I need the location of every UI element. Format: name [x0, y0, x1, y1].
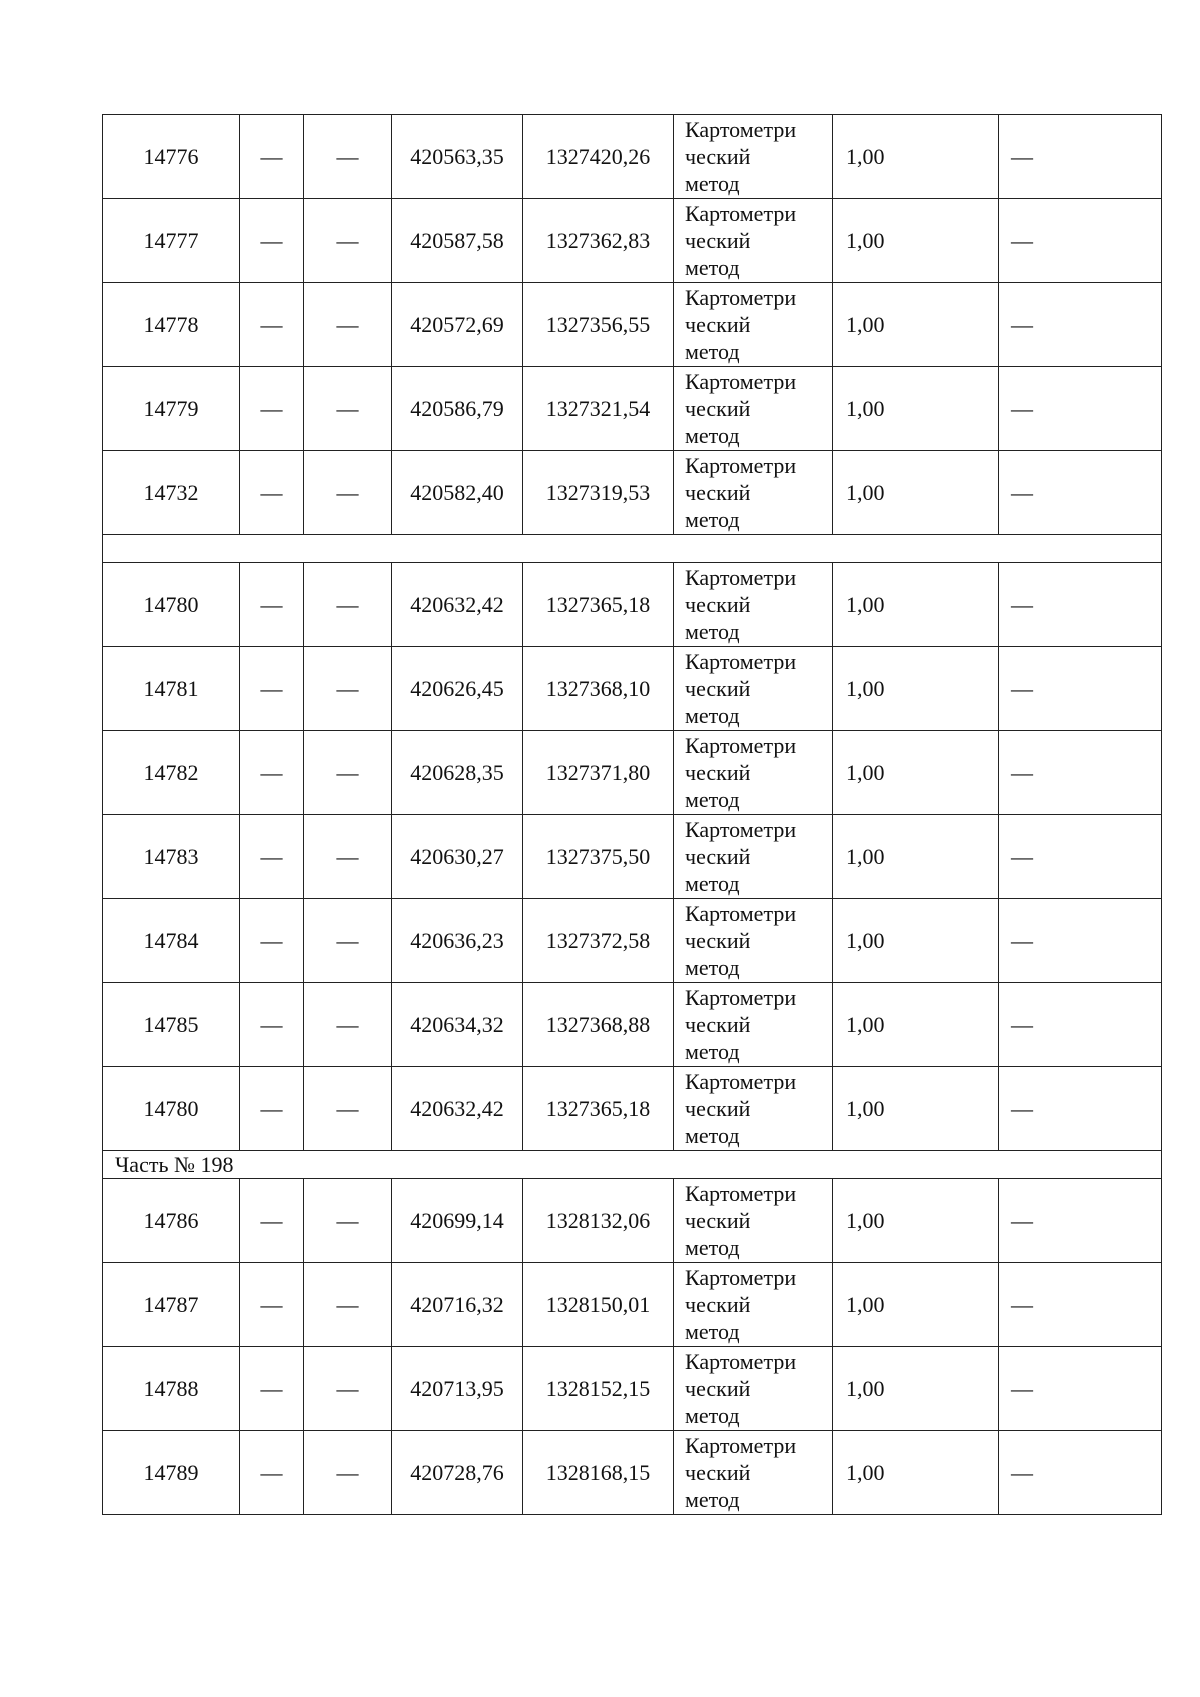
point-number-cell: 14780 [103, 563, 240, 647]
empty-value-cell: — [304, 1179, 392, 1263]
accuracy-cell: 1,00 [833, 983, 999, 1067]
method-cell [674, 367, 833, 451]
method-text-line: Картометри [685, 453, 797, 478]
empty-value-cell: — [240, 731, 304, 815]
method-cell [674, 899, 833, 983]
method-cell [674, 983, 833, 1067]
table-row [103, 815, 1162, 899]
empty-value-cell: — [304, 563, 392, 647]
table-row [103, 1431, 1162, 1515]
method-text-line: Картометри [685, 285, 797, 310]
empty-value-cell: — [999, 1179, 1162, 1263]
coordinates-table [102, 114, 1162, 1515]
point-number-cell: 14787 [103, 1263, 240, 1347]
method-text-line: Картометри [685, 369, 797, 394]
empty-value-cell: — [304, 647, 392, 731]
empty-value-cell: — [999, 563, 1162, 647]
empty-value-cell: — [240, 983, 304, 1067]
accuracy-cell: 1,00 [833, 451, 999, 535]
method-text-line: метод [685, 1235, 740, 1260]
empty-value-cell: — [240, 1263, 304, 1347]
method-text-line: Картометри [685, 1181, 797, 1206]
method-text-line: метод [685, 1403, 740, 1428]
section-row [103, 1151, 1162, 1179]
point-number-cell: 14780 [103, 1067, 240, 1151]
table-row [103, 283, 1162, 367]
method-text-line: Картометри [685, 733, 797, 758]
section-label [103, 535, 1162, 563]
method-cell [674, 451, 833, 535]
point-number-cell: 14732 [103, 451, 240, 535]
accuracy-cell: 1,00 [833, 1347, 999, 1431]
method-text-line: Картометри [685, 817, 797, 842]
empty-value-cell: — [240, 199, 304, 283]
x-coordinate-cell: 420632,42 [392, 563, 523, 647]
method-cell [674, 1179, 833, 1263]
empty-value-cell: — [999, 115, 1162, 199]
method-cell [674, 563, 833, 647]
empty-value-cell: — [304, 199, 392, 283]
empty-value-cell: — [240, 1179, 304, 1263]
point-number-cell: 14788 [103, 1347, 240, 1431]
method-text-line: ческий [685, 396, 751, 421]
y-coordinate-cell: 1327368,10 [523, 647, 674, 731]
x-coordinate-cell: 420636,23 [392, 899, 523, 983]
method-cell [674, 647, 833, 731]
method-text-line: ческий [685, 1096, 751, 1121]
method-text-line: ческий [685, 1376, 751, 1401]
method-text-line: Картометри [685, 565, 797, 590]
point-number-cell: 14782 [103, 731, 240, 815]
point-number-cell: 14778 [103, 283, 240, 367]
method-cell [674, 1431, 833, 1515]
empty-value-cell: — [999, 647, 1162, 731]
empty-value-cell: — [240, 451, 304, 535]
method-text-line: метод [685, 1039, 740, 1064]
y-coordinate-cell: 1327420,26 [523, 115, 674, 199]
x-coordinate-cell: 420632,42 [392, 1067, 523, 1151]
method-text-line: метод [685, 171, 740, 196]
empty-value-cell: — [999, 1431, 1162, 1515]
table-row [103, 367, 1162, 451]
method-text-line: Картометри [685, 1433, 797, 1458]
accuracy-cell: 1,00 [833, 1067, 999, 1151]
method-text-line: ческий [685, 480, 751, 505]
method-text-line: Картометри [685, 1069, 797, 1094]
x-coordinate-cell: 420587,58 [392, 199, 523, 283]
method-text-line: Картометри [685, 1349, 797, 1374]
method-text-line: метод [685, 339, 740, 364]
method-text-line: ческий [685, 1460, 751, 1485]
x-coordinate-cell: 420563,35 [392, 115, 523, 199]
empty-value-cell: — [999, 983, 1162, 1067]
method-cell [674, 815, 833, 899]
method-text-line: метод [685, 1487, 740, 1512]
y-coordinate-cell: 1328150,01 [523, 1263, 674, 1347]
empty-value-cell: — [999, 451, 1162, 535]
y-coordinate-cell: 1328132,06 [523, 1179, 674, 1263]
table-row [103, 199, 1162, 283]
empty-value-cell: — [240, 1347, 304, 1431]
empty-value-cell: — [304, 1347, 392, 1431]
accuracy-cell: 1,00 [833, 647, 999, 731]
y-coordinate-cell: 1328152,15 [523, 1347, 674, 1431]
method-text-line: метод [685, 423, 740, 448]
table-row [103, 647, 1162, 731]
method-text-line: Картометри [685, 1265, 797, 1290]
method-text-line: Картометри [685, 901, 797, 926]
y-coordinate-cell: 1327365,18 [523, 563, 674, 647]
empty-value-cell: — [304, 1263, 392, 1347]
table-body [103, 115, 1162, 1515]
section-label: Часть № 198 [103, 1151, 1162, 1179]
method-cell [674, 731, 833, 815]
table-row [103, 731, 1162, 815]
method-text-line: ческий [685, 760, 751, 785]
empty-value-cell: — [999, 1263, 1162, 1347]
method-text-line: метод [685, 787, 740, 812]
x-coordinate-cell: 420582,40 [392, 451, 523, 535]
x-coordinate-cell: 420634,32 [392, 983, 523, 1067]
empty-value-cell: — [240, 115, 304, 199]
accuracy-cell: 1,00 [833, 1431, 999, 1515]
empty-value-cell: — [999, 283, 1162, 367]
method-text-line: ческий [685, 844, 751, 869]
x-coordinate-cell: 420628,35 [392, 731, 523, 815]
y-coordinate-cell: 1327365,18 [523, 1067, 674, 1151]
empty-value-cell: — [304, 731, 392, 815]
method-text-line: Картометри [685, 117, 797, 142]
method-text-line: ческий [685, 144, 751, 169]
table-row [103, 563, 1162, 647]
y-coordinate-cell: 1327371,80 [523, 731, 674, 815]
x-coordinate-cell: 420630,27 [392, 815, 523, 899]
point-number-cell: 14779 [103, 367, 240, 451]
method-text-line: ческий [685, 1292, 751, 1317]
empty-value-cell: — [304, 283, 392, 367]
method-cell [674, 283, 833, 367]
method-text-line: метод [685, 871, 740, 896]
method-cell [674, 199, 833, 283]
table-row [103, 1067, 1162, 1151]
point-number-cell: 14786 [103, 1179, 240, 1263]
table-row [103, 1347, 1162, 1431]
method-cell [674, 1067, 833, 1151]
y-coordinate-cell: 1327319,53 [523, 451, 674, 535]
table-row [103, 899, 1162, 983]
method-text-line: Картометри [685, 649, 797, 674]
empty-value-cell: — [304, 1067, 392, 1151]
empty-value-cell: — [999, 199, 1162, 283]
method-cell [674, 1347, 833, 1431]
empty-value-cell: — [304, 815, 392, 899]
table-row [103, 983, 1162, 1067]
y-coordinate-cell: 1327368,88 [523, 983, 674, 1067]
empty-value-cell: — [240, 815, 304, 899]
accuracy-cell: 1,00 [833, 899, 999, 983]
y-coordinate-cell: 1327375,50 [523, 815, 674, 899]
empty-value-cell: — [304, 899, 392, 983]
empty-value-cell: — [999, 815, 1162, 899]
empty-value-cell: — [999, 899, 1162, 983]
accuracy-cell: 1,00 [833, 115, 999, 199]
empty-value-cell: — [240, 1067, 304, 1151]
accuracy-cell: 1,00 [833, 367, 999, 451]
x-coordinate-cell: 420586,79 [392, 367, 523, 451]
accuracy-cell: 1,00 [833, 815, 999, 899]
x-coordinate-cell: 420572,69 [392, 283, 523, 367]
accuracy-cell: 1,00 [833, 1263, 999, 1347]
method-text-line: метод [685, 1123, 740, 1148]
method-text-line: метод [685, 1319, 740, 1344]
point-number-cell: 14776 [103, 115, 240, 199]
empty-value-cell: — [999, 367, 1162, 451]
empty-value-cell: — [240, 647, 304, 731]
method-text-line: ческий [685, 1208, 751, 1233]
y-coordinate-cell: 1327321,54 [523, 367, 674, 451]
method-text-line: ческий [685, 1012, 751, 1037]
y-coordinate-cell: 1327372,58 [523, 899, 674, 983]
method-text-line: метод [685, 507, 740, 532]
x-coordinate-cell: 420716,32 [392, 1263, 523, 1347]
accuracy-cell: 1,00 [833, 283, 999, 367]
method-text-line: ческий [685, 312, 751, 337]
point-number-cell: 14784 [103, 899, 240, 983]
table-row [103, 451, 1162, 535]
point-number-cell: 14777 [103, 199, 240, 283]
empty-value-cell: — [304, 451, 392, 535]
method-cell [674, 1263, 833, 1347]
method-text-line: метод [685, 955, 740, 980]
point-number-cell: 14789 [103, 1431, 240, 1515]
empty-value-cell: — [999, 1067, 1162, 1151]
x-coordinate-cell: 420728,76 [392, 1431, 523, 1515]
table-row [103, 115, 1162, 199]
method-text-line: ческий [685, 228, 751, 253]
x-coordinate-cell: 420699,14 [392, 1179, 523, 1263]
method-text-line: Картометри [685, 985, 797, 1010]
empty-value-cell: — [304, 367, 392, 451]
empty-value-cell: — [999, 731, 1162, 815]
empty-value-cell: — [240, 367, 304, 451]
y-coordinate-cell: 1328168,15 [523, 1431, 674, 1515]
empty-value-cell: — [304, 1431, 392, 1515]
table-row [103, 1179, 1162, 1263]
point-number-cell: 14781 [103, 647, 240, 731]
accuracy-cell: 1,00 [833, 563, 999, 647]
x-coordinate-cell: 420713,95 [392, 1347, 523, 1431]
method-text-line: метод [685, 619, 740, 644]
method-cell [674, 115, 833, 199]
method-text-line: ческий [685, 676, 751, 701]
accuracy-cell: 1,00 [833, 199, 999, 283]
method-text-line: метод [685, 255, 740, 280]
empty-value-cell: — [304, 115, 392, 199]
y-coordinate-cell: 1327356,55 [523, 283, 674, 367]
empty-value-cell: — [240, 283, 304, 367]
method-text-line: ческий [685, 928, 751, 953]
empty-value-cell: — [240, 563, 304, 647]
x-coordinate-cell: 420626,45 [392, 647, 523, 731]
empty-value-cell: — [240, 899, 304, 983]
table-row [103, 1263, 1162, 1347]
empty-value-cell: — [240, 1431, 304, 1515]
section-row [103, 535, 1162, 563]
method-text-line: метод [685, 703, 740, 728]
empty-value-cell: — [999, 1347, 1162, 1431]
point-number-cell: 14785 [103, 983, 240, 1067]
method-text-line: Картометри [685, 201, 797, 226]
y-coordinate-cell: 1327362,83 [523, 199, 674, 283]
point-number-cell: 14783 [103, 815, 240, 899]
method-text-line: ческий [685, 592, 751, 617]
accuracy-cell: 1,00 [833, 731, 999, 815]
empty-value-cell: — [304, 983, 392, 1067]
accuracy-cell: 1,00 [833, 1179, 999, 1263]
